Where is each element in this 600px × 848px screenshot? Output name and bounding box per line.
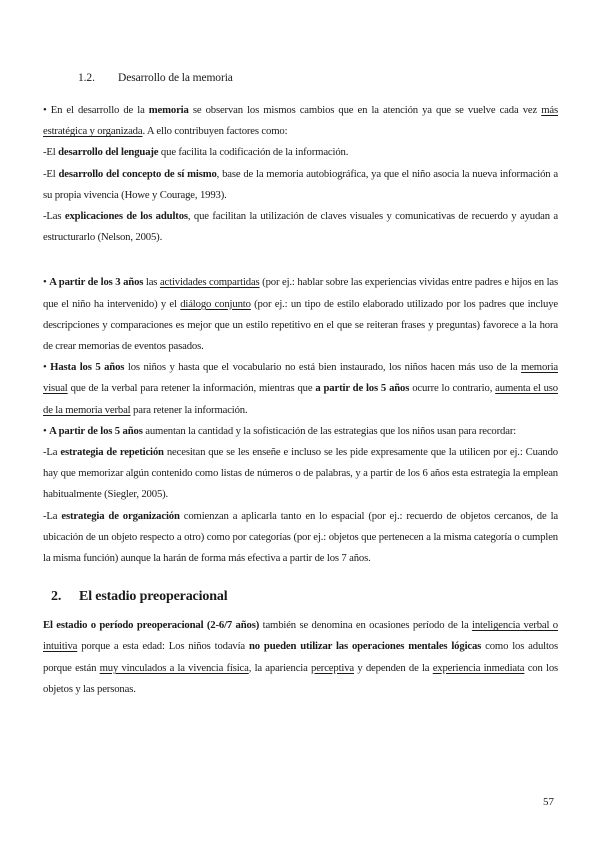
text: ocurre lo contrario, (409, 382, 496, 395)
paragraph-gap (43, 248, 558, 272)
text: que facilita la codificación de la información. (158, 146, 349, 159)
section-heading-2 (43, 587, 558, 607)
text: -La (43, 446, 61, 459)
text: los niños y hasta que el vocabulario no está bien instaurado, los niños hacen más uso de la (124, 361, 522, 374)
text: las (143, 276, 160, 289)
underlined-text: memoria visual (43, 361, 558, 395)
text: se observan los mismos cambios que en la atención ya que se vuelve cada vez (188, 104, 542, 116)
text: (por ej.: hablar sobre las experiencias vividas entre padres e hijos en las que el niño ha intervenido) y el (43, 276, 559, 310)
section-title: El estadio preoperacional (79, 589, 228, 605)
text: comienzan a aplicarla tanto en lo espacial (por ej.: recuerdo de objetos cercanos, de la ubicación de un objeto respecto a otro) como por categorías (por ej.: objetos que pertenecen a la misma categoría o cumplen la misma función) aunque la harán de forma más efectiva a partir de los 7 años. (43, 509, 558, 565)
paragraph-organization-strategy (43, 506, 558, 570)
underlined-text: aumenta el uso de la memoria verbal (43, 382, 558, 416)
text: también se denomina en ocasiones período de la (259, 619, 473, 632)
text: • (43, 361, 51, 374)
text: y dependen de la (354, 661, 433, 674)
text: , que facilitan la utilización de claves visuales y comunicativas de recuerdo y ayudan a estructurarlo (Nelson, 2005). (43, 210, 558, 244)
paragraph-from-5-years (43, 421, 558, 442)
bold-text: A partir de los 5 años (49, 424, 143, 437)
text: para retener la información. (130, 403, 248, 416)
bold-text: estrategia de repetición (60, 446, 164, 459)
text: necesitan que se les enseñe e incluso se les pide expresamente que la utilicen por ej.: Cuando hay que memorizar algún contenido como listas de números o de palabras, y a partir de los 6 años esta estrategia la emplean habitualmente (Siegler, 2005). (43, 446, 558, 501)
paragraph-preoperational (43, 615, 558, 700)
underlined-text: diálogo conjunto (180, 297, 251, 310)
bold-text: A partir de los 3 años (49, 276, 144, 289)
section-number: 2. (51, 589, 62, 605)
text: . A ello contribuyen factores como: (142, 125, 288, 138)
text: con los objetos y las personas. (43, 661, 559, 695)
bold-text: estrategia de organización (61, 509, 180, 522)
section-number: 1.2. (78, 72, 95, 84)
text: porque a esta edad: Los niños todavía (77, 640, 249, 653)
text: aumentan la cantidad y la sofisticación de las estrategias que los niños usan para recordar: (142, 424, 517, 437)
bold-text: desarrollo del lenguaje (58, 146, 159, 159)
paragraph-repetition-strategy (43, 442, 558, 506)
document-body (43, 100, 558, 700)
paragraph-adult-explanations (43, 206, 558, 248)
page-number: 57 (543, 796, 554, 808)
underlined-text: muy vinculados a la vivencia física (99, 661, 249, 674)
bold-text: El estadio o período preoperacional (2-6/7 años) (43, 619, 260, 632)
underlined-text: perceptiva (311, 661, 355, 674)
text: -El (43, 167, 59, 180)
bold-text: explicaciones de los adultos (64, 210, 188, 223)
bold-text: memoria (148, 104, 189, 116)
text: , la apariencia (248, 661, 312, 674)
text: -La (43, 509, 62, 522)
text: -El (43, 146, 59, 159)
section-title: Desarrollo de la memoria (118, 72, 233, 84)
bold-text: Hasta los 5 años (50, 361, 125, 374)
paragraph-until-5-years (43, 357, 558, 421)
text: como los adultos porque están (43, 640, 558, 674)
paragraph-language (43, 142, 558, 163)
text: que de la verbal para retener la información, mientras que (67, 382, 316, 395)
underlined-text: actividades compartidas (159, 276, 260, 289)
section-heading-1-2 (78, 72, 233, 84)
text: -Las (43, 210, 65, 223)
bold-text: desarrollo del concepto de sí mismo (58, 167, 217, 180)
paragraph-3-years (43, 272, 558, 357)
underlined-text: más estratégica y organizada (43, 104, 558, 138)
paragraph-memory-intro (43, 100, 558, 142)
text: , base de la memoria autobiográfica, ya que el niño asocia la nueva información a su propia vivencia (Howe y Courage, 1993). (43, 167, 558, 201)
text: (por ej.: un tipo de estilo elaborado utilizado por los padres que incluye descripciones y comparaciones es mejor que un estilo repetitivo en el que se reiteran frases y preguntas) favorece a la hora de crear memorias de eventos pasados. (43, 297, 558, 353)
paragraph-self-concept (43, 164, 558, 206)
bold-text: no pueden utilizar las operaciones mentales lógicas (248, 640, 482, 653)
bold-text: a partir de los 5 años (315, 382, 410, 395)
underlined-text: experiencia inmediata (432, 661, 525, 674)
text: • (43, 424, 50, 437)
underlined-text: inteligencia verbal o intuitiva (43, 619, 559, 653)
text: • (43, 276, 50, 289)
text: • En el desarrollo de la (43, 104, 149, 116)
